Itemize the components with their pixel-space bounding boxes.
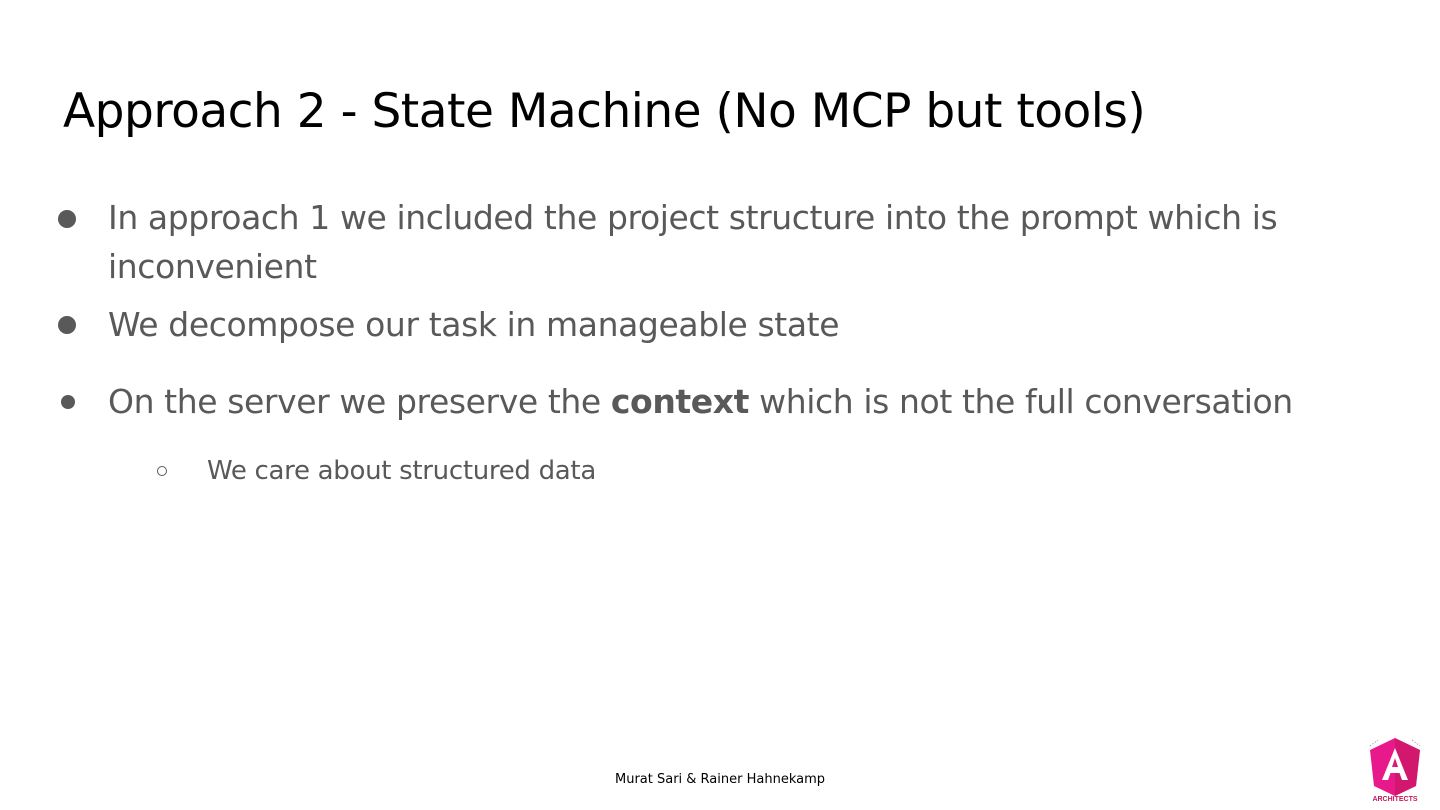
bullet-dot-icon bbox=[58, 316, 76, 334]
bullet-dot-icon bbox=[61, 395, 75, 409]
bullet-text bbox=[108, 377, 1328, 426]
footer-authors: Murat Sari & Rainer Hahnekamp bbox=[614, 772, 825, 787]
logo-svg bbox=[1366, 736, 1424, 804]
bullet-text: In approach 1 we included the project structure into the prompt which is inconvenient bbox=[108, 198, 1278, 286]
slide-title: Approach 2 - State Machine (No MCP but tools) bbox=[63, 84, 1146, 139]
hollow-circle-bullet-icon bbox=[157, 466, 167, 476]
logo-text: ARCHITECTS bbox=[1372, 796, 1418, 803]
bullet-text-after: which is not the full conversation bbox=[749, 382, 1293, 421]
bullet-dot-icon bbox=[58, 210, 76, 228]
angular-architects-logo-icon bbox=[1366, 736, 1424, 804]
subbullet-text: We care about structured data bbox=[207, 456, 596, 486]
bullet-text-before: On the server we preserve the bbox=[108, 382, 611, 421]
bullet-text: We decompose our task in manageable state bbox=[108, 305, 840, 344]
bullet-text-bold: context bbox=[610, 382, 750, 421]
